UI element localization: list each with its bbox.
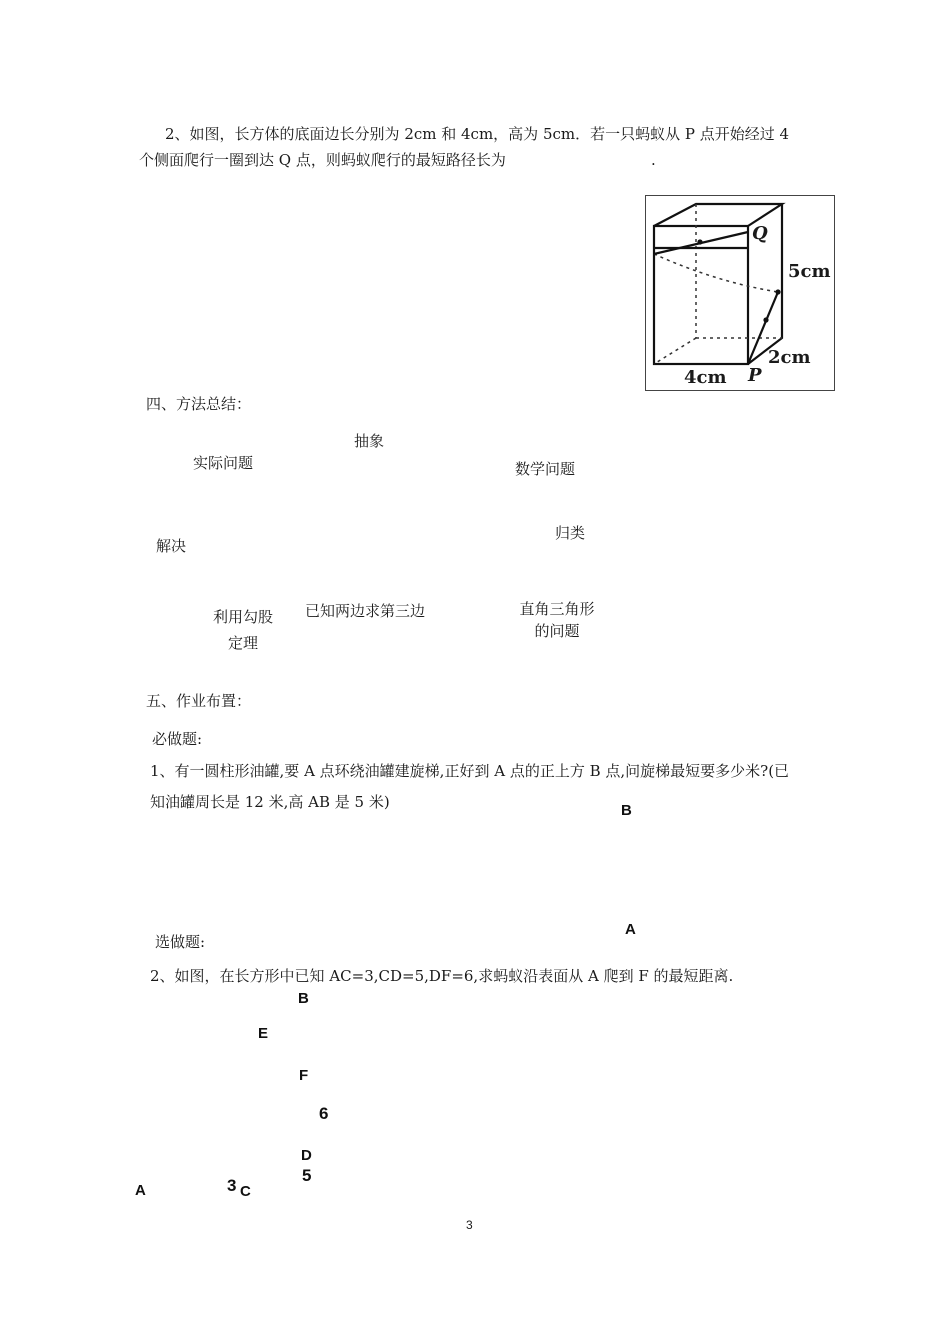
path-point-2 bbox=[763, 317, 768, 322]
flow-right-triangle-line1: 直角三角形 bbox=[519, 600, 595, 618]
q2-label-d: D bbox=[301, 1147, 312, 1164]
label-2cm: 2cm bbox=[768, 347, 811, 368]
flow-solve: 解决 bbox=[156, 537, 187, 555]
question1-line1: 1、有一圆柱形油罐,要 A 点环绕油罐建旋梯,正好到 A 点的正上方 B 点,问旋梯最短要多少米?(已 bbox=[150, 762, 790, 780]
q1-label-a: A bbox=[625, 921, 636, 938]
label-q: Q bbox=[752, 223, 768, 244]
cuboid-figure bbox=[645, 195, 835, 391]
q2-label-b: B bbox=[298, 990, 309, 1007]
problem2-answer-dot: . bbox=[651, 151, 656, 169]
path-point-3 bbox=[775, 289, 780, 294]
q2-label-f: F bbox=[299, 1067, 309, 1084]
q2-label-e: E bbox=[258, 1025, 269, 1042]
flow-math-problem: 数学问题 bbox=[515, 460, 576, 478]
q2-label-a: A bbox=[135, 1182, 146, 1199]
path-point-1 bbox=[697, 239, 702, 244]
flow-pythagoras bbox=[198, 604, 288, 656]
flow-pythagoras-line2: 定理 bbox=[227, 634, 258, 652]
question1-line2: 知油罐周长是 12 米,高 AB 是 5 米) bbox=[150, 793, 390, 811]
q2-label-3: 3 bbox=[227, 1176, 237, 1195]
flow-known-two-sides: 已知两边求第三边 bbox=[305, 602, 426, 620]
label-5cm: 5cm bbox=[788, 261, 831, 282]
q2-label-6: 6 bbox=[319, 1104, 329, 1123]
hidden-edge-left bbox=[654, 338, 696, 364]
hidden-path bbox=[654, 254, 778, 292]
q1-label-b: B bbox=[621, 802, 632, 819]
flow-right-triangle-line2: 的问题 bbox=[534, 622, 580, 640]
problem2-line1: 2、如图，长方体的底面边长分别为 2cm 和 4cm，高为 5cm．若一只蚂蚁从 P 点开始经过 4 bbox=[165, 125, 790, 143]
label-4cm: 4cm bbox=[684, 367, 727, 388]
flow-right-triangle bbox=[512, 598, 602, 642]
front-face bbox=[654, 226, 748, 364]
flow-real-problem: 实际问题 bbox=[193, 454, 254, 472]
q2-label-5: 5 bbox=[302, 1166, 312, 1185]
problem2-line2: 个侧面爬行一圈到达 Q 点，则蚂蚁爬行的最短路径长为 bbox=[139, 151, 506, 169]
flow-classify: 归类 bbox=[555, 524, 586, 542]
optional-title: 选做题: bbox=[155, 933, 206, 951]
q2-label-c: C bbox=[240, 1183, 251, 1200]
label-p: P bbox=[748, 365, 762, 386]
flow-pythagoras-line1: 利用勾股 bbox=[212, 608, 273, 626]
section4-title: 四、方法总结： bbox=[146, 395, 252, 413]
section5-title: 五、作业布置： bbox=[146, 692, 252, 710]
required-title: 必做题: bbox=[152, 730, 203, 748]
page-number: 3 bbox=[466, 1218, 473, 1232]
flow-abstract: 抽象 bbox=[354, 432, 385, 450]
question2-line: 2、如图，在长方形中已知 AC=3,CD=5,DF=6,求蚂蚁沿表面从 A 爬到 F 的最短距离. bbox=[150, 967, 734, 985]
